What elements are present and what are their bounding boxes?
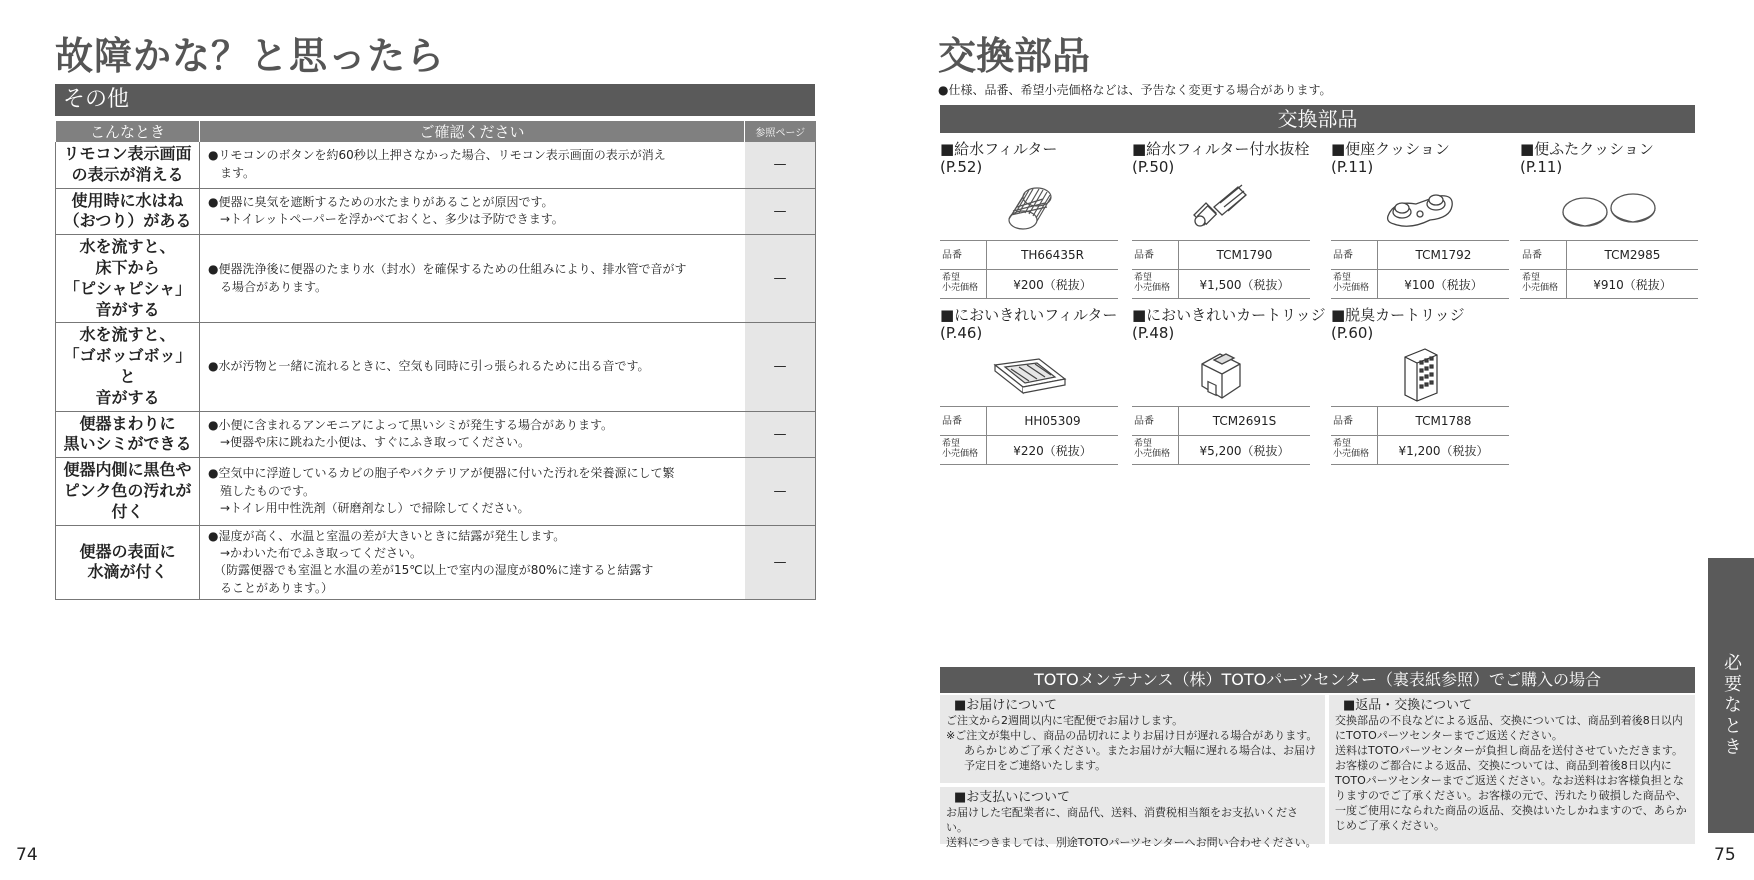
price-label-line: 小売価格 — [1333, 283, 1370, 293]
part-number: TH66435R — [987, 241, 1119, 270]
part-name: ■給水フィルター付水抜栓 — [1132, 140, 1310, 158]
solution-line: る場合があります。 — [208, 279, 328, 294]
price-label — [1331, 436, 1378, 465]
part-number-label: 品番 — [940, 407, 987, 436]
payment-line: お届けした宅配業者に、商品代、送料、消費税相当額をお支払いください。 — [946, 806, 1298, 834]
price-label-line: 小売価格 — [1333, 449, 1370, 459]
part-card — [1132, 140, 1310, 299]
reference-cell: — — [745, 235, 816, 323]
solution-cell — [200, 458, 745, 525]
returns-line: 一度ご使用になられた商品の返品、交換はいたしかねますので、あらか — [1335, 804, 1687, 817]
table-row — [56, 142, 816, 188]
shop-info-box — [940, 695, 1695, 849]
price-label-line: 希望 — [1522, 273, 1541, 284]
case-cell — [56, 142, 200, 188]
part-price: ¥5,200（税抜） — [1179, 436, 1311, 465]
solution-line: ●便器洗浄後に便器のたまり水（封水）を確保するための仕組みにより、排水管で音がす — [208, 262, 687, 277]
price-label-line: 希望 — [1134, 273, 1153, 284]
solution-line: ●便器に臭気を遮断するための水たまりがあることが原因です。 — [208, 195, 554, 209]
solution-cell — [200, 525, 745, 600]
part-card — [940, 140, 1118, 299]
case-line: 「ピシャピシャ」 — [63, 278, 192, 298]
part-page-ref: (P.60) — [1331, 324, 1374, 342]
solution-line: →便器や床に跳ねた小便は、すぐにふき取ってください。 — [208, 435, 531, 450]
solution-line: →かわいた布でふき取ってください。 — [208, 545, 423, 560]
price-label — [940, 436, 987, 465]
reference-cell: — — [745, 142, 816, 188]
returns-line: にTOTOパーツセンターまでご返送ください。 — [1335, 729, 1563, 742]
part-number: TCM1792 — [1378, 241, 1510, 270]
reference-cell: — — [745, 411, 816, 458]
part-name: ■脱臭カートリッジ — [1331, 306, 1465, 324]
delivery-pane — [940, 695, 1325, 783]
payment-pane — [940, 787, 1325, 849]
price-label — [1331, 270, 1378, 299]
case-line: 使用時に水はね — [71, 190, 184, 210]
part-card — [1520, 140, 1698, 299]
case-line: 床下から — [95, 257, 160, 277]
case-cell — [56, 411, 200, 458]
price-label — [1132, 436, 1179, 465]
returns-line: 交換部品の不良などによる返品、交換については、商品到着後8日以内 — [1335, 714, 1683, 727]
table-row — [56, 323, 816, 411]
solution-line: ●湿度が高く、水温と室温の差が大きいときに結露が発生します。 — [208, 528, 566, 543]
returns-line: お客様のご都合による返品、交換については、商品到着後8日以内に — [1335, 759, 1672, 772]
troubleshooting-table — [55, 121, 816, 600]
case-cell — [56, 458, 200, 525]
part-page-ref: (P.11) — [1331, 158, 1374, 176]
case-line: 便器の表面に — [79, 541, 176, 561]
solution-cell — [200, 142, 745, 188]
solution-line: ることがあります。） — [208, 580, 334, 595]
part-info-table — [1520, 240, 1698, 299]
case-line: 音がする — [95, 299, 160, 319]
part-page-ref: (P.50) — [1132, 158, 1175, 176]
part-name: ■便ふたクッション — [1520, 140, 1654, 158]
part-card — [1331, 306, 1509, 465]
mesh-filter-icon — [940, 180, 1118, 238]
case-line: 「ゴボッゴボッ」と — [63, 346, 192, 386]
case-line: リモコン表示画面 — [63, 144, 192, 163]
column-header-reference: 参照ページ — [745, 121, 816, 142]
part-name: ■においきれいカートリッジ — [1132, 306, 1326, 324]
case-line: の表示が消える — [71, 164, 184, 184]
price-label-line: 小売価格 — [1522, 283, 1559, 293]
solution-line: ●小便に含まれるアンモニアによって黒いシミが発生する場合があります。 — [208, 417, 614, 432]
reference-cell: — — [745, 458, 816, 525]
returns-line: 送料はTOTOパーツセンターが負担し商品を送付させていただきます。 — [1335, 744, 1683, 757]
price-label-line: 希望 — [1333, 273, 1352, 284]
side-tab-when-needed: 必要なとき — [1708, 558, 1754, 833]
price-label — [1520, 270, 1567, 299]
cartridge-icon — [1132, 346, 1310, 404]
delivery-line: ※ご注文が集中し、商品の品切れによりお届け日が遅れる場合があります。 — [946, 729, 1318, 742]
part-price: ¥1,500（税抜） — [1179, 270, 1311, 299]
page-title-left: 故障かな？と思ったら — [55, 34, 446, 78]
part-info-table — [940, 240, 1118, 299]
payment-line: 送料につきましては、別途TOTOパーツセンターへお問い合わせください。 — [946, 836, 1317, 849]
section-header-other: その他 — [55, 84, 815, 116]
part-info-table — [1132, 240, 1310, 299]
price-label-line: 希望 — [942, 439, 961, 450]
returns-pane — [1329, 695, 1695, 844]
solution-line: （防露便器でも室温と水温の差が15℃以上で室内の湿度が80%に達すると結露す — [208, 563, 654, 578]
solution-cell — [200, 235, 745, 323]
seat-cushion-icon — [1331, 180, 1509, 238]
price-label-line: 小売価格 — [1134, 449, 1171, 459]
case-line: 便器まわりに — [79, 413, 176, 433]
page-number-right: 75 — [1714, 845, 1736, 865]
solution-cell — [200, 323, 745, 411]
price-label-line: 小売価格 — [942, 449, 979, 459]
notice-text: ●仕様、品番、希望小売価格などは、予告なく変更する場合があります。 — [938, 83, 1332, 97]
returns-line: じめご了承ください。 — [1335, 819, 1445, 832]
case-line: 黒いシミができる — [63, 434, 192, 454]
price-label-line: 小売価格 — [1134, 283, 1171, 293]
part-page-ref: (P.46) — [940, 324, 983, 342]
part-info-table — [940, 406, 1118, 465]
deodorant-cartridge-icon — [1331, 346, 1509, 404]
part-number: TCM2691S — [1179, 407, 1311, 436]
case-cell — [56, 235, 200, 323]
part-price: ¥910（税抜） — [1567, 270, 1699, 299]
table-row — [56, 411, 816, 458]
table-row — [56, 458, 816, 525]
part-page-ref: (P.11) — [1520, 158, 1563, 176]
parts-section-header: 交換部品 — [940, 105, 1695, 133]
case-line: 水を流すと、 — [79, 325, 176, 345]
price-label — [940, 270, 987, 299]
returns-line: TOTOパーツセンターまでご返送ください。なお送料はお客様負担とな — [1335, 774, 1684, 787]
case-line: 水を流すと、 — [79, 237, 176, 257]
part-info-table — [1331, 406, 1509, 465]
column-header-solution: ご確認ください — [200, 121, 745, 142]
part-card — [1132, 306, 1326, 465]
delivery-line: ご注文から2週間以内に宅配便でお届けします。 — [946, 714, 1184, 727]
solution-line: 殖したものです。 — [208, 483, 316, 498]
solution-line: ます。 — [208, 165, 256, 180]
case-cell — [56, 188, 200, 235]
page-number-left: 74 — [16, 845, 38, 865]
payment-heading: ■お支払いについて — [954, 790, 1071, 805]
returns-line: りますのでご了承ください。お客様の元で、汚れたり破損した商品や、 — [1335, 789, 1687, 802]
part-price: ¥100（税抜） — [1378, 270, 1510, 299]
part-info-table — [1331, 240, 1509, 299]
part-name: ■においきれいフィルター — [940, 306, 1118, 324]
part-number-label: 品番 — [1132, 407, 1179, 436]
reference-cell: — — [745, 323, 816, 411]
part-number-label: 品番 — [1331, 407, 1378, 436]
price-label-line: 小売価格 — [942, 283, 979, 293]
delivery-line: あらかじめご了承ください。またお届けが大幅に遅れる場合は、お届け — [964, 744, 1316, 757]
delivery-heading: ■お届けについて — [954, 698, 1058, 713]
part-number-label: 品番 — [1132, 241, 1179, 270]
solution-cell — [200, 411, 745, 458]
table-row — [56, 235, 816, 323]
reference-cell: — — [745, 188, 816, 235]
table-header-row — [56, 121, 816, 142]
case-line: ピンク色の汚れが — [63, 480, 192, 500]
part-card — [1331, 140, 1509, 299]
case-line: 付く — [111, 501, 144, 521]
solution-line: →トイレ用中性洗剤（研磨剤なし）で掃除してください。 — [208, 501, 530, 516]
case-line: （おつり）がある — [63, 211, 192, 231]
returns-heading: ■返品・交換について — [1343, 698, 1473, 713]
solution-cell — [200, 188, 745, 235]
price-label-line: 希望 — [1134, 439, 1153, 450]
table-row — [56, 525, 816, 600]
price-label-line: 希望 — [1333, 439, 1352, 450]
part-name: ■給水フィルター — [940, 140, 1058, 158]
price-label-line: 希望 — [942, 273, 961, 284]
part-price: ¥220（税抜） — [987, 436, 1119, 465]
part-number-label: 品番 — [1520, 241, 1567, 270]
case-cell — [56, 323, 200, 411]
case-cell — [56, 525, 200, 600]
drain-plug-icon — [1132, 180, 1310, 238]
column-header-case: こんなとき — [56, 121, 200, 142]
part-page-ref: (P.52) — [940, 158, 983, 176]
page-title-right: 交換部品 — [938, 34, 1091, 78]
case-line: 水滴が付く — [87, 562, 168, 582]
part-number: HH05309 — [987, 407, 1119, 436]
price-label — [1132, 270, 1179, 299]
case-line: 音がする — [95, 387, 160, 407]
deodorizer-filter-icon — [940, 346, 1118, 404]
shop-section-header: TOTOメンテナンス（株）TOTOパーツセンター（裏表紙参照）でご購入の場合 — [940, 667, 1695, 693]
lid-cushion-icon — [1520, 180, 1698, 238]
delivery-line: 予定日をご連絡いたします。 — [964, 759, 1107, 772]
part-number: TCM1790 — [1179, 241, 1311, 270]
part-card — [940, 306, 1118, 465]
part-price: ¥1,200（税抜） — [1378, 436, 1510, 465]
part-info-table — [1132, 406, 1310, 465]
part-price: ¥200（税抜） — [987, 270, 1119, 299]
part-page-ref: (P.48) — [1132, 324, 1175, 342]
part-number-label: 品番 — [1331, 241, 1378, 270]
part-number-label: 品番 — [940, 241, 987, 270]
solution-line: ●リモコンのボタンを約60秒以上押さなかった場合、リモコン表示画面の表示が消え — [208, 148, 666, 163]
case-line: 便器内側に黒色や — [63, 460, 192, 480]
part-number: TCM2985 — [1567, 241, 1699, 270]
table-row — [56, 188, 816, 235]
part-number: TCM1788 — [1378, 407, 1510, 436]
part-name: ■便座クッション — [1331, 140, 1450, 158]
solution-line: ●空気中に浮遊しているカビの胞子やバクテリアが便器に付いた汚れを栄養源にして繁 — [208, 466, 675, 481]
solution-line: ●水が汚物と一緒に流れるときに、空気も同時に引っ張られるために出る音です。 — [208, 359, 650, 374]
solution-line: →トイレットペーパーを浮かべておくと、多少は予防できます。 — [208, 212, 564, 227]
reference-cell: — — [745, 525, 816, 600]
